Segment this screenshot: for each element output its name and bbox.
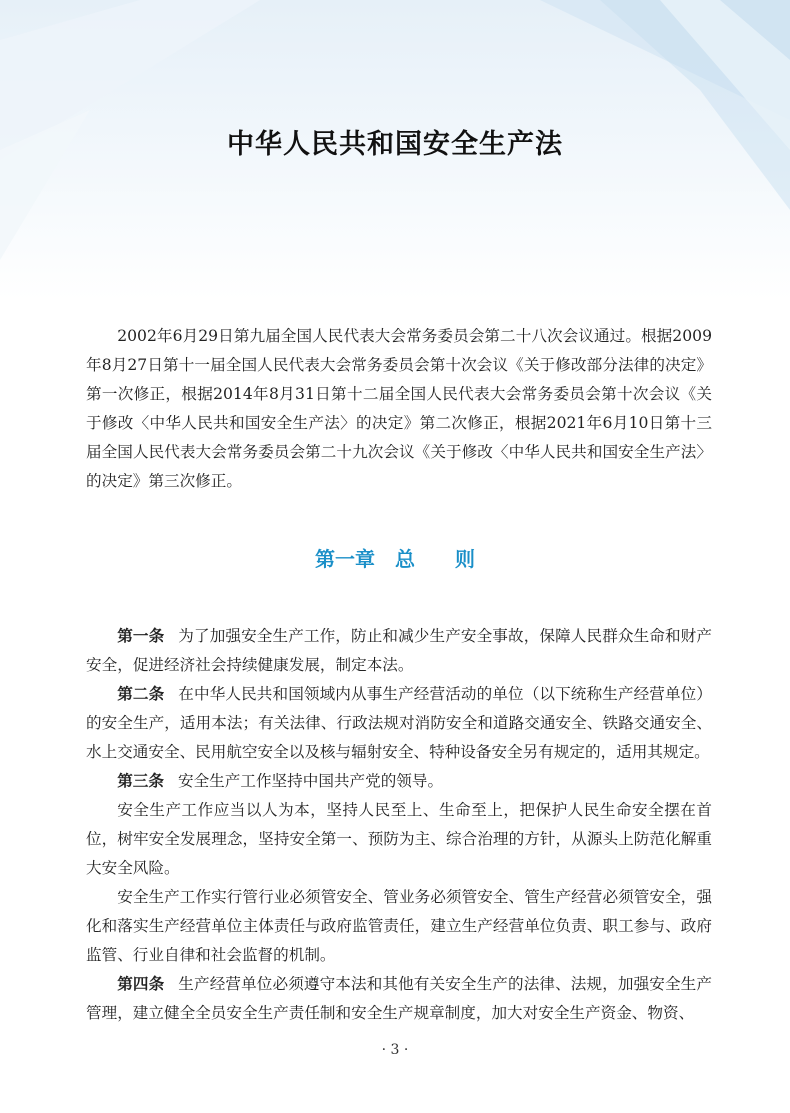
article-3 [86,767,712,796]
legislative-history-preamble: 2002年6月29日第九届全国人民代表大会常务委员会第二十八次会议通过。根据2009年8月27日第十一届全国人民代表大会常务委员会第十次会议《关于修改部分法律的决定》第一次修正，根据2014年8月31日第十二届全国人民代表大会常务委员会第十次会议《关于修改〈中华人民共和国安全生产法〉的决定》第二次修正，根据2021年6月10日第十三届全国人民代表大会常务委员会第二十九次会议《关于修改〈中华人民共和国安全生产法〉的决定》第三次修正。 [86,327,712,490]
article-label: 第三条 [117,772,164,790]
article-3-paragraph: 安全生产工作应当以人为本，坚持人民至上、生命至上，把保护人民生命安全摆在首位，树牢安全发展理念，坚持安全第一、预防为主、综合治理的方针，从源头上防范化解重大安全风险。 [86,801,712,877]
articles-body [86,622,712,1028]
article-text: 安全生产工作坚持中国共产党的领导。 [177,772,444,790]
page-number: · 3 · [381,1042,409,1058]
article-1 [86,622,712,680]
article-label: 第二条 [117,685,165,703]
article-2 [86,680,712,767]
article-label: 第四条 [117,975,165,993]
article-4 [86,970,712,1028]
article-text: 在中华人民共和国领域内从事生产经营活动的单位（以下统称生产经营单位）的安全生产，适用本法；有关法律、行政法规对消防安全和道路交通安全、铁路交通安全、水上交通安全、民用航空安全以及核与辐射安全、特种设备安全另有规定的，适用其规定。 [86,685,712,761]
article-3-paragraph: 安全生产工作实行管行业必须管安全、管业务必须管安全、管生产经营必须管安全，强化和落实生产经营单位主体责任与政府监管责任，建立生产经营单位负责、职工参与、政府监管、行业自律和社会监督的机制。 [86,888,712,964]
document-title: 中华人民共和国安全生产法 [227,129,563,160]
article-text: 生产经营单位必须遵守本法和其他有关安全生产的法律、法规，加强安全生产管理，建立健全全员安全生产责任制和安全生产规章制度，加大对安全生产资金、物资、 [86,975,712,1022]
article-label: 第一条 [117,627,165,645]
chapter-title: 第一章 总 则 [315,547,475,571]
article-text: 为了加强安全生产工作，防止和减少生产安全事故，保障人民群众生命和财产安全，促进经济社会持续健康发展，制定本法。 [86,627,712,674]
